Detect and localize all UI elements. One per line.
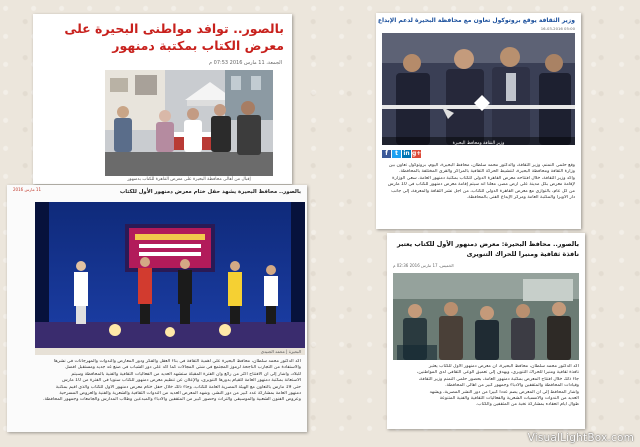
body-line: نافذة ثقافية ومنبرا للحراك التنويرى، ويهدف إلى تعميق الوعى الثقافى لدى المواطنين، [416, 370, 579, 376]
stage-performance-photo [35, 202, 305, 349]
clip2-body [382, 163, 575, 201]
clip1-photo-caption: إقبال من أهالى محافظة البحيرة على معرض القاهرة للكتاب بدمنهور [127, 177, 251, 182]
body-line: لإقامة معرض بكل مدينة على أرض مصر، معلنا أنه سيتم إقامة معرض دمنهور للكتاب فى 10 مارس [387, 182, 575, 188]
clip4-headline: بالصور.. محافظ البحيرة: معرض دمنهور الأول للكتاب يعتبر نافذة ثقافية ومنبرا للحراك التنويرى [396, 240, 579, 258]
clip3-photo-caption: البحيرة | محمد الجنيدى [260, 349, 301, 354]
watermark: VisualLightBox.com [527, 432, 634, 444]
body-line: وقع حلمى النمنم، وزير الثقافة، والدكتور محمد سلطان، محافظ البحيرة، اليوم، بروتوكول تعاون بين [388, 163, 575, 168]
body-line: العديد من الندوات والأمسيات الشعرية والفعاليات الثقافية والفنية المتنوعة [439, 396, 579, 402]
ribbon-cutting-photo [382, 33, 575, 145]
body-line: دار الأوبرا والمكتبة العامة ومركز الإبداع الفنى بالمحافظة. [466, 195, 575, 201]
body-line: للبلاد، وأشار إلى أن الافتتاح أكثر من رائع وأن الفترة المقبلة ستشهد العديد من الفعاليات الثقافية والفنية بالمحافظة وسيتم [71, 371, 301, 377]
body-line: حتى 19 مارس بالتعاون مع الهيئة المصرية العامة للكتاب، وجاء ذلك خلال حفل ختام معرض دمنهور الأول للكتاب والذى أقيم بمكتبة [55, 384, 301, 390]
body-line: جاء ذلك خلال افتتاح المعرض بمكتبة دمنهور العامة، بحضور حلمى النمنم وزير الثقافة، [418, 376, 579, 382]
body-line: وأكد وزير الثقافة، خلال افتتاحه معرض القاهرة الدولى للكتاب بمكتبة دمنهور العامة، سعى الوزارة [392, 175, 575, 181]
visitors-photo [105, 70, 273, 176]
clip4-meta: الخميس، 17 مارس 2016 02:36 م [393, 263, 454, 268]
clip2-meta: 05:00 16-03-2016 [540, 26, 575, 31]
body-line: وزارة الثقافة ومحافظة البحيرة، لتنشيط الحركة الثقافية بالمراكز والقرى المختلفة بالمحافظة. [399, 169, 575, 175]
clip2-headline: وزير الثقافة يوقع بروتوكول تعاون مع محافظة البحيرة لدعم الإبداع [377, 17, 575, 24]
facebook-share-icon: f [382, 150, 391, 158]
body-line: طوال أيام انعقاده بمشاركة نخبة من المثقفين والكتاب. [475, 402, 579, 408]
body-line: وقيادات المحافظة والمثقفين والأدباء وجمهور كبير من أهالى المحافظة. [445, 383, 579, 389]
clip4-body [393, 364, 579, 409]
body-line: وأشار المحافظ إلى أن المعرض يضم عددا كبيرا من دور النشر المصرية، ويشهد [429, 389, 579, 395]
clipping-cultural-window [387, 233, 585, 429]
clipping-protocol-signing [376, 13, 581, 229]
clip4-photo [393, 273, 579, 360]
body-line: أكد الدكتور محمد سلطان، محافظ البحيرة على أهمية الثقافة فى بناء العقل والفكر ودور المعارض والندوات والمهرجانات فى نشرها [53, 359, 301, 364]
clip3-headline: بالصور.. محافظ البحيرة يشهد حفل ختام معرض دمنهور الأول للكتاب [119, 189, 301, 195]
twitter-share-icon: t [392, 150, 401, 158]
clip3-caption-bar [35, 348, 305, 355]
clip3-body [13, 359, 301, 404]
body-line: الاستعانة بمكتبة دمنهور العامة للقيام بدورها التنويرى، والإعلان عن تنظيم معرض دمنهور للكتاب سنويا فى الفترة من 10 مارس [61, 378, 301, 384]
clip1-photo [105, 70, 273, 176]
clip3-photo [35, 202, 305, 349]
share-buttons [382, 150, 421, 158]
clip1-date: الجمعة، 11 مارس 2016 07:53 م [208, 60, 282, 66]
body-line: والاستفادة من التجارب الناجحة لرموز المجتمع فى شتى المجالات كما أكد على دور الشباب فى صنع غد جديد ومستقبل أفضل [65, 365, 301, 371]
linkedin-share-icon: in [403, 150, 410, 157]
body-line: من كل عام، بالتوازى مع معرض القاهرة الدولى للكتاب، من أجل نشر الثقافة والمعرفة، إلى جانب [391, 188, 575, 194]
clip1-headline: بالصور.. توافد مواطنى البحيرة على معرض الكتاب بمكتبة دمنهور [64, 21, 284, 53]
google-plus-share-icon: g+ [412, 150, 422, 157]
body-line: أكد الدكتور محمد سلطان، محافظ البحيرة، أن معرض دمنهور الأول للكتاب يعتبر [428, 364, 579, 369]
clip2-photo-caption: وزير الثقافة ومحافظ البحيرة [452, 141, 505, 146]
clipping-closing-ceremony [7, 185, 307, 432]
body-line: دمنهور العامة بمشاركة عدد كبير من دور النشر، وشهد المعرض العديد من الندوات الثقافية والشعرية والفنية والعروض المسرحية [59, 391, 301, 397]
clipping-book-fair-visitors [33, 14, 292, 184]
clip3-date: 11 مارس 2016 [13, 187, 41, 192]
clip2-photo [382, 33, 575, 145]
audience-photo [393, 273, 579, 360]
body-line: وعروض الفنون الشعبية والموسيقى والتراث وحضور كبير من المثقفين والأدباء والمبدعين وطلاب المدارس والجامعات وجمهور المحافظة. [42, 397, 301, 403]
